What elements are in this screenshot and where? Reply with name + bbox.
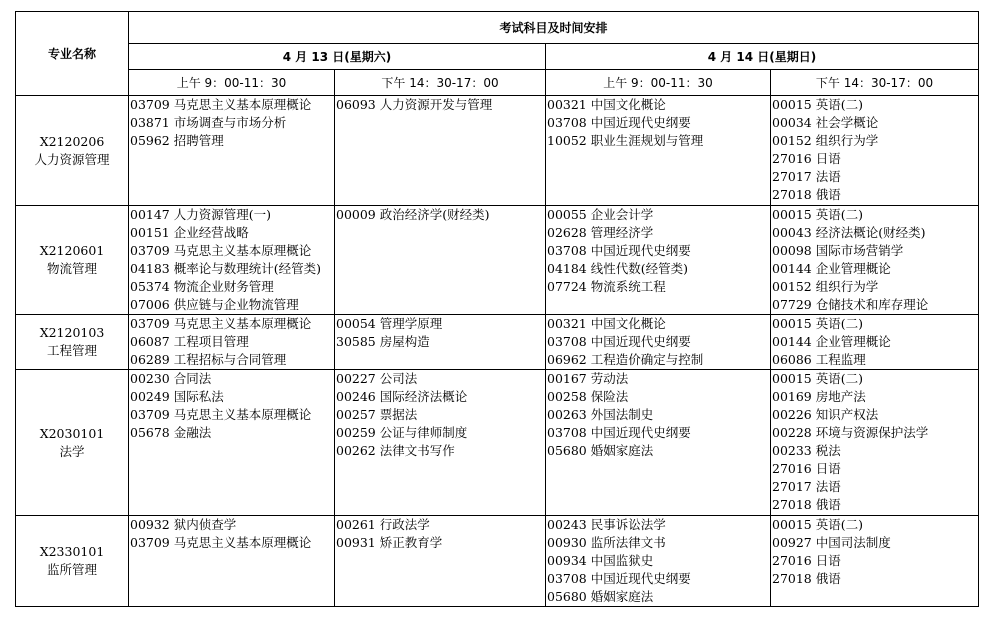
- subject-entry: [547, 132, 770, 150]
- subject-entry: [547, 351, 770, 369]
- subject-name: 企业管理概论: [815, 261, 891, 276]
- day-1-header: 4 月 13 日(星期六): [129, 44, 546, 70]
- subject-entry: [772, 351, 978, 369]
- subject-entry: [130, 96, 334, 114]
- subject-name: 中国文化概论: [590, 97, 666, 112]
- subject-code: 00932: [130, 517, 170, 532]
- subject-slot-cell: [771, 315, 979, 370]
- subject-entry: [130, 534, 334, 552]
- subject-name: 劳动法: [590, 371, 629, 386]
- subject-name: 国际市场营销学: [815, 243, 904, 258]
- subject-slot-cell: [335, 370, 546, 516]
- subject-entry: [772, 333, 978, 351]
- subject-entry: [547, 516, 770, 534]
- subject-entry: [336, 315, 545, 333]
- subject-name: 金融法: [173, 425, 212, 440]
- subject-name: 经济法概论(财经类): [815, 225, 926, 240]
- subject-code: 06962: [547, 352, 587, 367]
- subject-name: 市场调查与市场分析: [173, 115, 287, 130]
- subject-name: 马克思主义基本原理概论: [173, 407, 312, 422]
- subject-entry: [772, 278, 978, 296]
- subject-entry: [772, 315, 978, 333]
- subject-slot-cell: [335, 96, 546, 206]
- subject-entry: [772, 570, 978, 588]
- subject-entry: [130, 132, 334, 150]
- subject-code: 27018: [772, 571, 812, 586]
- subject-name: 环境与资源保护法学: [815, 425, 929, 440]
- subject-entry: [772, 442, 978, 460]
- subject-code: 07729: [772, 297, 812, 312]
- subject-name: 知识产权法: [815, 407, 879, 422]
- subject-code: 02628: [547, 225, 587, 240]
- subject-name: 人力资源开发与管理: [379, 97, 493, 112]
- subject-entry: [336, 206, 545, 224]
- subject-code: 30585: [336, 334, 376, 349]
- subject-name: 税法: [815, 443, 841, 458]
- subject-code: 00009: [336, 207, 376, 222]
- subject-code: 00147: [130, 207, 170, 222]
- subject-entry: [130, 424, 334, 442]
- subject-entry: [130, 242, 334, 260]
- subject-name: 工程监理: [815, 352, 866, 367]
- subject-entry: [547, 206, 770, 224]
- subject-code: 03709: [130, 97, 170, 112]
- subject-entry: [130, 114, 334, 132]
- subject-code: 00152: [772, 133, 812, 148]
- subject-name: 国际经济法概论: [379, 389, 468, 404]
- major-name-header: 专业名称: [16, 12, 129, 96]
- subject-name: 日语: [815, 553, 841, 568]
- subject-code: 00226: [772, 407, 812, 422]
- subject-code: 03871: [130, 115, 170, 130]
- subject-slot-cell: [546, 315, 771, 370]
- subject-entry: [336, 406, 545, 424]
- subject-name: 中国文化概论: [590, 316, 666, 331]
- subject-code: 06289: [130, 352, 170, 367]
- major-row: [16, 370, 979, 516]
- subject-name: 中国近现代史纲要: [590, 425, 691, 440]
- subject-slot-cell: [771, 516, 979, 607]
- subject-entry: [772, 460, 978, 478]
- subject-name: 房地产法: [815, 389, 866, 404]
- subject-name: 英语(二): [815, 517, 864, 532]
- major-code: X2330101: [39, 544, 105, 559]
- subject-name: 婚姻家庭法: [590, 589, 654, 604]
- subject-code: 06087: [130, 334, 170, 349]
- day-2-afternoon-slot: 下午 14：30-17：00: [771, 70, 979, 96]
- subject-code: 00321: [547, 316, 587, 331]
- subject-name: 马克思主义基本原理概论: [173, 243, 312, 258]
- subject-code: 00261: [336, 517, 376, 532]
- subject-entry: [772, 424, 978, 442]
- major-cell: [16, 96, 129, 206]
- subject-entry: [336, 370, 545, 388]
- subject-code: 27016: [772, 553, 812, 568]
- subject-slot-cell: [129, 516, 335, 607]
- subject-name: 日语: [815, 151, 841, 166]
- subject-name: 线性代数(经管类): [590, 261, 689, 276]
- subject-code: 00934: [547, 553, 587, 568]
- day-1-afternoon-slot: 下午 14：30-17：00: [335, 70, 546, 96]
- subject-code: 05962: [130, 133, 170, 148]
- subject-code: 04183: [130, 261, 170, 276]
- subject-code: 27017: [772, 479, 812, 494]
- subject-code: 03708: [547, 243, 587, 258]
- subject-slot-cell: [546, 96, 771, 206]
- major-row: [16, 315, 979, 370]
- subject-code: 00015: [772, 316, 812, 331]
- day-2-header: 4 月 14 日(星期日): [546, 44, 979, 70]
- day-1-morning-slot: 上午 9：00-11：30: [129, 70, 335, 96]
- subject-name: 英语(二): [815, 207, 864, 222]
- subject-slot-cell: [546, 206, 771, 315]
- subject-name: 民事诉讼法学: [590, 517, 666, 532]
- subject-name: 狱内侦查学: [173, 517, 237, 532]
- subject-name: 中国近现代史纲要: [590, 571, 691, 586]
- subject-code: 00055: [547, 207, 587, 222]
- subject-code: 00259: [336, 425, 376, 440]
- subject-entry: [547, 406, 770, 424]
- subject-entry: [336, 534, 545, 552]
- major-name: 工程管理: [46, 343, 97, 358]
- major-cell: [16, 516, 129, 607]
- subject-entry: [772, 516, 978, 534]
- subject-name: 外国法制史: [590, 407, 654, 422]
- subject-name: 俄语: [815, 187, 841, 202]
- subject-name: 中国近现代史纲要: [590, 334, 691, 349]
- subject-code: 00230: [130, 371, 170, 386]
- subject-code: 05374: [130, 279, 170, 294]
- subject-entry: [772, 388, 978, 406]
- subject-slot-cell: [129, 315, 335, 370]
- subject-name: 公证与律师制度: [379, 425, 468, 440]
- subject-entry: [772, 370, 978, 388]
- subject-entry: [547, 424, 770, 442]
- subject-code: 00167: [547, 371, 587, 386]
- subject-entry: [130, 333, 334, 351]
- subject-code: 00258: [547, 389, 587, 404]
- subject-entry: [772, 132, 978, 150]
- subject-entry: [547, 333, 770, 351]
- subject-name: 企业经营战略: [173, 225, 249, 240]
- subject-entry: [772, 496, 978, 514]
- subject-entry: [130, 406, 334, 424]
- subject-name: 组织行为学: [815, 133, 879, 148]
- subject-code: 00034: [772, 115, 812, 130]
- subject-entry: [130, 260, 334, 278]
- subject-slot-cell: [546, 370, 771, 516]
- subject-name: 职业生涯规划与管理: [590, 133, 704, 148]
- subject-entry: [130, 370, 334, 388]
- subject-entry: [772, 478, 978, 496]
- subject-code: 05680: [547, 443, 587, 458]
- subject-code: 00228: [772, 425, 812, 440]
- subject-code: 00169: [772, 389, 812, 404]
- subject-code: 00321: [547, 97, 587, 112]
- subject-name: 法律文书写作: [379, 443, 455, 458]
- subject-entry: [772, 224, 978, 242]
- subject-entry: [772, 114, 978, 132]
- subject-entry: [547, 96, 770, 114]
- subject-code: 00015: [772, 371, 812, 386]
- subject-entry: [772, 406, 978, 424]
- subject-code: 00043: [772, 225, 812, 240]
- subject-code: 00152: [772, 279, 812, 294]
- subject-code: 27016: [772, 461, 812, 476]
- subject-name: 票据法: [379, 407, 418, 422]
- subject-slot-cell: [129, 370, 335, 516]
- schedule-title: 考试科目及时间安排: [129, 12, 979, 44]
- major-cell: [16, 315, 129, 370]
- subject-entry: [336, 442, 545, 460]
- subject-name: 人力资源管理(一): [173, 207, 272, 222]
- subject-name: 工程招标与合同管理: [173, 352, 287, 367]
- major-name: 法学: [59, 443, 85, 459]
- subject-code: 00263: [547, 407, 587, 422]
- subject-name: 马克思主义基本原理概论: [173, 316, 312, 331]
- subject-code: 03708: [547, 115, 587, 130]
- subject-slot-cell: [771, 370, 979, 516]
- subject-code: 03709: [130, 243, 170, 258]
- subject-name: 监所法律文书: [590, 535, 666, 550]
- subject-name: 俄语: [815, 497, 841, 512]
- subject-entry: [547, 370, 770, 388]
- subject-code: 27018: [772, 187, 812, 202]
- subject-entry: [547, 570, 770, 588]
- subject-code: 03708: [547, 334, 587, 349]
- subject-name: 保险法: [590, 389, 629, 404]
- subject-code: 00015: [772, 97, 812, 112]
- subject-code: 03708: [547, 425, 587, 440]
- subject-entry: [547, 442, 770, 460]
- subject-entry: [547, 260, 770, 278]
- subject-name: 法语: [815, 169, 841, 184]
- subject-name: 工程造价确定与控制: [590, 352, 704, 367]
- subject-code: 00257: [336, 407, 376, 422]
- subject-entry: [772, 150, 978, 168]
- subject-entry: [547, 278, 770, 296]
- subject-entry: [547, 224, 770, 242]
- exam-schedule: [15, 11, 979, 607]
- subject-name: 法语: [815, 479, 841, 494]
- subject-code: 00098: [772, 243, 812, 258]
- subject-code: 05678: [130, 425, 170, 440]
- subject-code: 00227: [336, 371, 376, 386]
- subject-code: 00015: [772, 517, 812, 532]
- subject-slot-cell: [771, 206, 979, 315]
- subject-entry: [547, 534, 770, 552]
- major-code: X2120103: [39, 325, 105, 340]
- major-name: 人力资源管理: [34, 151, 110, 167]
- subject-name: 马克思主义基本原理概论: [173, 535, 312, 550]
- subject-code: 10052: [547, 133, 587, 148]
- subject-code: 03708: [547, 571, 587, 586]
- subject-entry: [772, 168, 978, 186]
- subject-code: 03709: [130, 316, 170, 331]
- subject-entry: [130, 388, 334, 406]
- subject-code: 00262: [336, 443, 376, 458]
- subject-name: 招聘管理: [173, 133, 224, 148]
- subject-entry: [547, 388, 770, 406]
- subject-name: 组织行为学: [815, 279, 879, 294]
- subject-entry: [130, 351, 334, 369]
- subject-name: 马克思主义基本原理概论: [173, 97, 312, 112]
- subject-name: 仓储技术和库存理论: [815, 297, 929, 312]
- subject-entry: [130, 206, 334, 224]
- subject-entry: [772, 186, 978, 204]
- subject-name: 国际私法: [173, 389, 224, 404]
- subject-entry: [336, 96, 545, 114]
- subject-code: 27017: [772, 169, 812, 184]
- subject-entry: [130, 296, 334, 314]
- subject-name: 矫正教育学: [379, 535, 443, 550]
- subject-code: 00931: [336, 535, 376, 550]
- subject-name: 公司法: [379, 371, 418, 386]
- subject-name: 管理经济学: [590, 225, 654, 240]
- subject-name: 合同法: [173, 371, 212, 386]
- subject-code: 00144: [772, 261, 812, 276]
- subject-slot-cell: [129, 96, 335, 206]
- day-2-morning-slot: 上午 9：00-11：30: [546, 70, 771, 96]
- subject-slot-cell: [546, 516, 771, 607]
- subject-entry: [547, 315, 770, 333]
- subject-code: 00144: [772, 334, 812, 349]
- subject-slot-cell: [771, 96, 979, 206]
- subject-entry: [547, 242, 770, 260]
- major-row: [16, 206, 979, 315]
- subject-code: 00930: [547, 535, 587, 550]
- subject-slot-cell: [335, 206, 546, 315]
- subject-code: 07724: [547, 279, 587, 294]
- subject-code: 06093: [336, 97, 376, 112]
- subject-entry: [336, 424, 545, 442]
- subject-code: 00246: [336, 389, 376, 404]
- subject-slot-cell: [335, 315, 546, 370]
- subject-entry: [772, 242, 978, 260]
- subject-name: 企业会计学: [590, 207, 654, 222]
- subject-name: 中国监狱史: [590, 553, 654, 568]
- subject-code: 05680: [547, 589, 587, 604]
- subject-code: 27018: [772, 497, 812, 512]
- major-code: X2120206: [39, 133, 105, 149]
- major-code: X2120601: [39, 243, 105, 258]
- subject-entry: [130, 315, 334, 333]
- subject-entry: [336, 388, 545, 406]
- subject-name: 英语(二): [815, 371, 864, 386]
- subject-entry: [547, 552, 770, 570]
- subject-name: 中国近现代史纲要: [590, 243, 691, 258]
- subject-code: 03709: [130, 535, 170, 550]
- subject-code: 00054: [336, 316, 376, 331]
- subject-entry: [772, 552, 978, 570]
- major-name: 物流管理: [46, 261, 97, 276]
- subject-name: 英语(二): [815, 97, 864, 112]
- subject-name: 中国司法制度: [815, 535, 891, 550]
- subject-name: 中国近现代史纲要: [590, 115, 691, 130]
- subject-entry: [772, 260, 978, 278]
- subject-code: 04184: [547, 261, 587, 276]
- subject-name: 俄语: [815, 571, 841, 586]
- subject-entry: [130, 224, 334, 242]
- subject-code: 00015: [772, 207, 812, 222]
- exam-schedule-table: [15, 11, 979, 607]
- subject-name: 企业管理概论: [815, 334, 891, 349]
- subject-code: 27016: [772, 151, 812, 166]
- subject-name: 管理学原理: [379, 316, 443, 331]
- subject-entry: [772, 296, 978, 314]
- subject-entry: [336, 333, 545, 351]
- subject-name: 物流系统工程: [590, 279, 666, 294]
- major-row: [16, 516, 979, 607]
- subject-name: 房屋构造: [379, 334, 430, 349]
- subject-name: 概率论与数理统计(经管类): [173, 261, 322, 276]
- subject-name: 物流企业财务管理: [173, 279, 274, 294]
- subject-name: 政治经济学(财经类): [379, 207, 490, 222]
- subject-slot-cell: [335, 516, 546, 607]
- subject-entry: [130, 516, 334, 534]
- subject-entry: [772, 534, 978, 552]
- subject-code: 00927: [772, 535, 812, 550]
- subject-entry: [336, 516, 545, 534]
- subject-entry: [772, 206, 978, 224]
- major-name: 监所管理: [46, 562, 97, 577]
- subject-code: 00151: [130, 225, 170, 240]
- subject-entry: [547, 588, 770, 606]
- subject-name: 日语: [815, 461, 841, 476]
- subject-code: 06086: [772, 352, 812, 367]
- subject-name: 工程项目管理: [173, 334, 249, 349]
- subject-code: 00243: [547, 517, 587, 532]
- subject-slot-cell: [129, 206, 335, 315]
- subject-entry: [547, 114, 770, 132]
- subject-code: 00249: [130, 389, 170, 404]
- major-code: X2030101: [39, 425, 105, 441]
- major-cell: [16, 370, 129, 516]
- subject-entry: [130, 278, 334, 296]
- subject-name: 婚姻家庭法: [590, 443, 654, 458]
- subject-name: 供应链与企业物流管理: [173, 297, 299, 312]
- subject-name: 英语(二): [815, 316, 864, 331]
- subject-name: 社会学概论: [815, 115, 879, 130]
- subject-name: 行政法学: [379, 517, 430, 532]
- subject-code: 07006: [130, 297, 170, 312]
- subject-code: 03709: [130, 407, 170, 422]
- major-cell: [16, 206, 129, 315]
- subject-entry: [772, 96, 978, 114]
- subject-code: 00233: [772, 443, 812, 458]
- major-row: [16, 96, 979, 206]
